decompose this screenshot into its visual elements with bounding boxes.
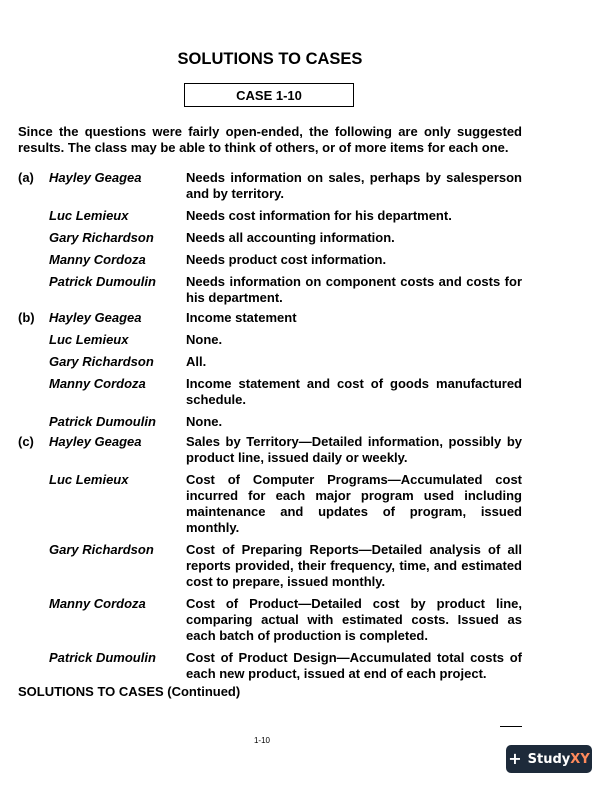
- person-name: Hayley Geagea: [49, 170, 142, 185]
- person-name: Hayley Geagea: [49, 434, 142, 449]
- intro-paragraph: Since the questions were fairly open-ended, the following are only suggested results. The class may be able to think of others, or of more items for each one.: [18, 124, 522, 155]
- studyxy-badge[interactable]: [506, 745, 592, 773]
- person-name: Manny Cordoza: [49, 596, 146, 611]
- person-name: Patrick Dumoulin: [49, 274, 156, 289]
- item-description: All.: [186, 354, 207, 369]
- item-description: Sales by Territory—Detailed information, possibly by product line, issued daily or weekly.: [186, 434, 522, 465]
- item-description: Needs information on component costs and costs for his department.: [186, 274, 522, 305]
- person-name: Gary Richardson: [49, 230, 154, 245]
- person-name: Hayley Geagea: [49, 310, 142, 325]
- person-name: Patrick Dumoulin: [49, 414, 156, 429]
- person-name: Luc Lemieux: [49, 472, 129, 487]
- person-name: Gary Richardson: [49, 542, 154, 557]
- page-number: 1-10: [253, 736, 270, 745]
- item-description: Income statement: [186, 310, 297, 325]
- brand-logo: [528, 752, 590, 767]
- person-name: Manny Cordoza: [49, 252, 146, 267]
- item-description: Needs information on sales, perhaps by salesperson and by territory.: [186, 170, 522, 201]
- person-name: Luc Lemieux: [49, 208, 129, 223]
- case-label-box: CASE 1-10: [184, 83, 354, 107]
- part-label: (a): [18, 170, 34, 185]
- item-description: Cost of Computer Programs—Accumulated cost incurred for each major program used including maintenance and updates of program, issued monthly.: [186, 472, 522, 535]
- item-description: Income statement and cost of goods manufactured schedule.: [186, 376, 522, 407]
- part-label: (b): [18, 310, 35, 325]
- footer-rule: [500, 726, 522, 727]
- page-title: SOLUTIONS TO CASES: [177, 50, 363, 68]
- item-description: Cost of Preparing Reports—Detailed analysis of all reports provided, their frequency, time, and estimated cost to prepare, issued monthly.: [186, 542, 522, 589]
- person-name: Patrick Dumoulin: [49, 650, 156, 665]
- part-label: (c): [18, 434, 34, 449]
- item-description: Cost of Product Design—Accumulated total costs of each new product, issued at end of each project.: [186, 650, 522, 681]
- brand-xy: XY: [570, 751, 590, 767]
- item-description: Needs product cost information.: [186, 252, 387, 267]
- plus-icon: +: [508, 749, 522, 768]
- item-description: Needs all accounting information.: [186, 230, 395, 245]
- person-name: Manny Cordoza: [49, 376, 146, 391]
- item-description: None.: [186, 414, 223, 429]
- item-description: Cost of Product—Detailed cost by product line, comparing actual with estimated costs. Issued as each batch of production is completed.: [186, 596, 522, 643]
- item-description: None.: [186, 332, 223, 347]
- continued-heading: SOLUTIONS TO CASES (Continued): [18, 684, 241, 699]
- person-name: Gary Richardson: [49, 354, 154, 369]
- person-name: Luc Lemieux: [49, 332, 129, 347]
- item-description: Needs cost information for his department.: [186, 208, 452, 223]
- brand-study: Study: [527, 751, 571, 767]
